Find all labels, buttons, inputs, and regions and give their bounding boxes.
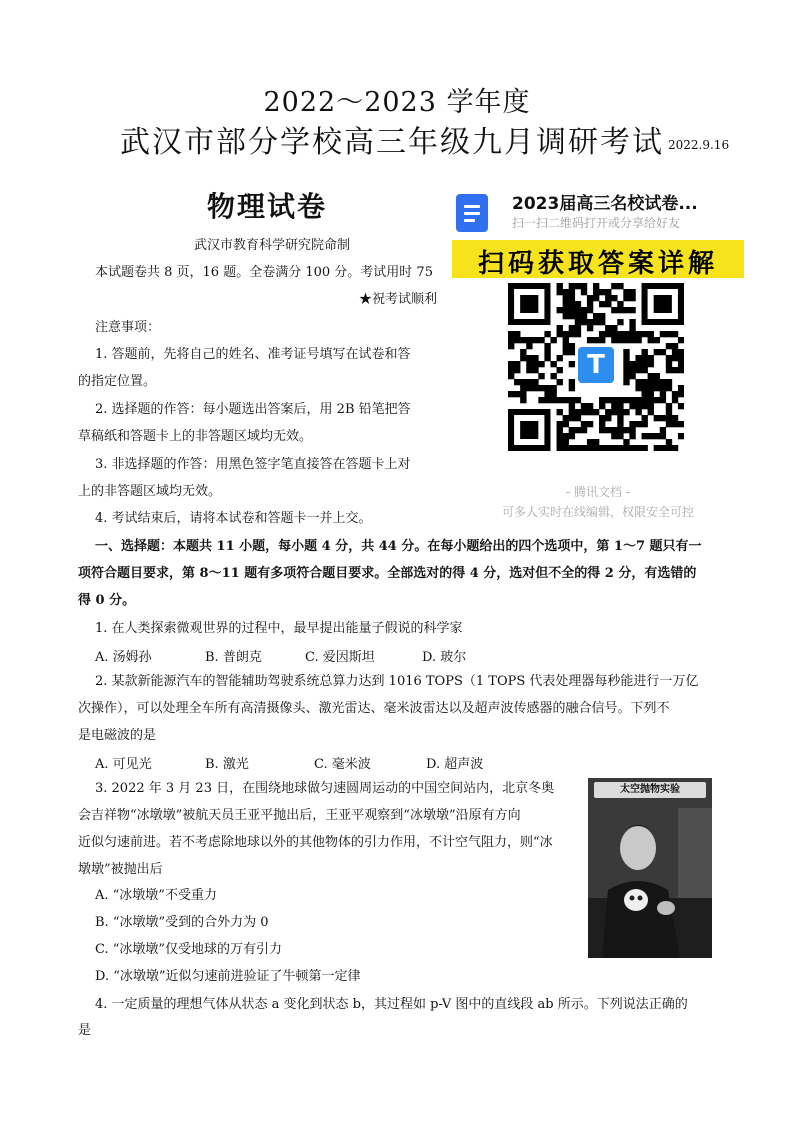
q3-option-c[interactable]: C. “冰墩墩”仅受地球的万有引力 bbox=[95, 942, 283, 957]
notice-item-2-cont: 草稿纸和答题卡上的非答题区域均无效。 bbox=[78, 429, 313, 444]
exam-title-name: 武汉市部分学校高三年级九月调研考试 bbox=[120, 125, 664, 160]
question-3-stem-cont-2: 近似匀速前进。若不考虑除地球以外的其他物体的引力作用，不计空气阻力，则“冰 bbox=[78, 835, 553, 850]
document-icon bbox=[456, 194, 488, 232]
notice-heading: 注意事项： bbox=[95, 320, 161, 335]
question-3-stem-cont-1: 会吉祥物“冰墩墩”被航天员王亚平抛出后，王亚平观察到“冰墩墩”沿原有方向 bbox=[78, 808, 521, 823]
notice-item-2: 2. 选择题的作答：每小题选出答案后，用 2B 铅笔把答 bbox=[95, 402, 411, 417]
qr-description: 可多人实时在线编辑，权限安全可控 bbox=[501, 505, 694, 519]
question-2-stem-cont: 次操作），可以处理全车所有高清摄像头、激光雷达、毫米波雷达以及超声波传感器的融合信号。下列不 bbox=[78, 701, 670, 716]
q1-option-c[interactable]: C. 爱因斯坦 bbox=[305, 650, 375, 665]
qr-card-title[interactable]: 2023届高三名校试卷... bbox=[512, 194, 698, 214]
section-1-intro: 一、选择题：本题共 11 小题，每小题 4 分，共 44 分。在每小题给出的四个选项中，第 1～7 题只有一 bbox=[95, 539, 702, 554]
q3-option-d[interactable]: D. “冰墩墩”近似匀速前进验证了牛顿第一定律 bbox=[95, 969, 361, 984]
notice-item-1-cont: 的指定位置。 bbox=[78, 374, 157, 389]
issuer: 武汉市教育科学研究院命制 bbox=[194, 238, 351, 253]
qr-card-subtitle: 扫一扫二维码打开或分享给好友 bbox=[512, 216, 681, 230]
q1-option-b[interactable]: B. 普朗克 bbox=[205, 650, 262, 665]
exam-date: 2022.9.16 bbox=[668, 138, 730, 152]
question-4-stem-end: 是 bbox=[78, 1023, 92, 1038]
q3-option-b[interactable]: B. “冰墩墩”受到的合外力为 0 bbox=[95, 915, 269, 930]
question-1-stem: 1. 在人类探索微观世界的过程中，最早提出能量子假说的科学家 bbox=[95, 621, 463, 636]
subject-title: 物理试卷 bbox=[207, 190, 328, 223]
q2-option-a[interactable]: A. 可见光 bbox=[95, 757, 152, 772]
notice-item-3-cont: 上的非答题区域均无效。 bbox=[78, 484, 222, 499]
q2-option-c[interactable]: C. 毫米波 bbox=[314, 757, 371, 772]
q1-option-d[interactable]: D. 玻尔 bbox=[422, 650, 467, 665]
section-1-intro-cont: 项符合题目要求，第 8～11 题有多项符合题目要求。全部选对的得 4 分，选对但不全的得 2 分，有选错的 bbox=[78, 566, 697, 581]
question-2-options bbox=[95, 753, 595, 771]
space-experiment-photo bbox=[588, 778, 712, 958]
qr-brand: - 腾讯文档 - bbox=[565, 485, 631, 499]
q3-option-a[interactable]: A. “冰墩墩”不受重力 bbox=[95, 888, 217, 903]
question-2-stem-end: 是电磁波的是 bbox=[78, 728, 157, 743]
question-3-stem-end: 墩墩”被抛出后 bbox=[78, 862, 163, 877]
q1-option-a[interactable]: A. 汤姆孙 bbox=[95, 650, 152, 665]
question-4-stem: 4. 一定质量的理想气体从状态 a 变化到状态 b，其过程如 p-V 图中的直线段 ab 所示。下列说法正确的 bbox=[95, 997, 688, 1012]
section-1-intro-end: 得 0 分。 bbox=[78, 593, 136, 608]
exam-title-year: 2022～2023 学年度 bbox=[263, 87, 531, 118]
question-3-stem: 3. 2022 年 3 月 23 日，在围绕地球做匀速圆周运动的中国空间站内，北京冬奥 bbox=[95, 781, 555, 796]
photo-caption: 太空抛物实验 bbox=[594, 782, 706, 798]
question-1-options bbox=[95, 646, 595, 664]
q2-option-d[interactable]: D. 超声波 bbox=[426, 757, 484, 772]
qr-banner-text: 扫码获取答案详解 bbox=[477, 249, 718, 279]
question-2-stem: 2. 某款新能源汽车的智能辅助驾驶系统总算力达到 1016 TOPS（1 TOPS 代表处理器每秒能进行一万亿 bbox=[95, 674, 699, 689]
notice-item-4: 4. 考试结束后，请将本试卷和答题卡一并上交。 bbox=[95, 511, 372, 526]
q2-option-b[interactable]: B. 激光 bbox=[205, 757, 249, 772]
astronaut-illustration bbox=[588, 778, 712, 958]
notice-item-1: 1. 答题前，先将自己的姓名、准考证号填写在试卷和答 bbox=[95, 347, 411, 362]
exam-wish: ★祝考试顺利 bbox=[359, 292, 438, 307]
tencent-docs-logo-icon: T bbox=[576, 345, 616, 385]
exam-info: 本试题卷共 8 页，16 题。全卷满分 100 分。考试用时 75 bbox=[95, 265, 433, 280]
notice-item-3: 3. 非选择题的作答：用黑色签字笔直接答在答题卡上对 bbox=[95, 457, 411, 472]
